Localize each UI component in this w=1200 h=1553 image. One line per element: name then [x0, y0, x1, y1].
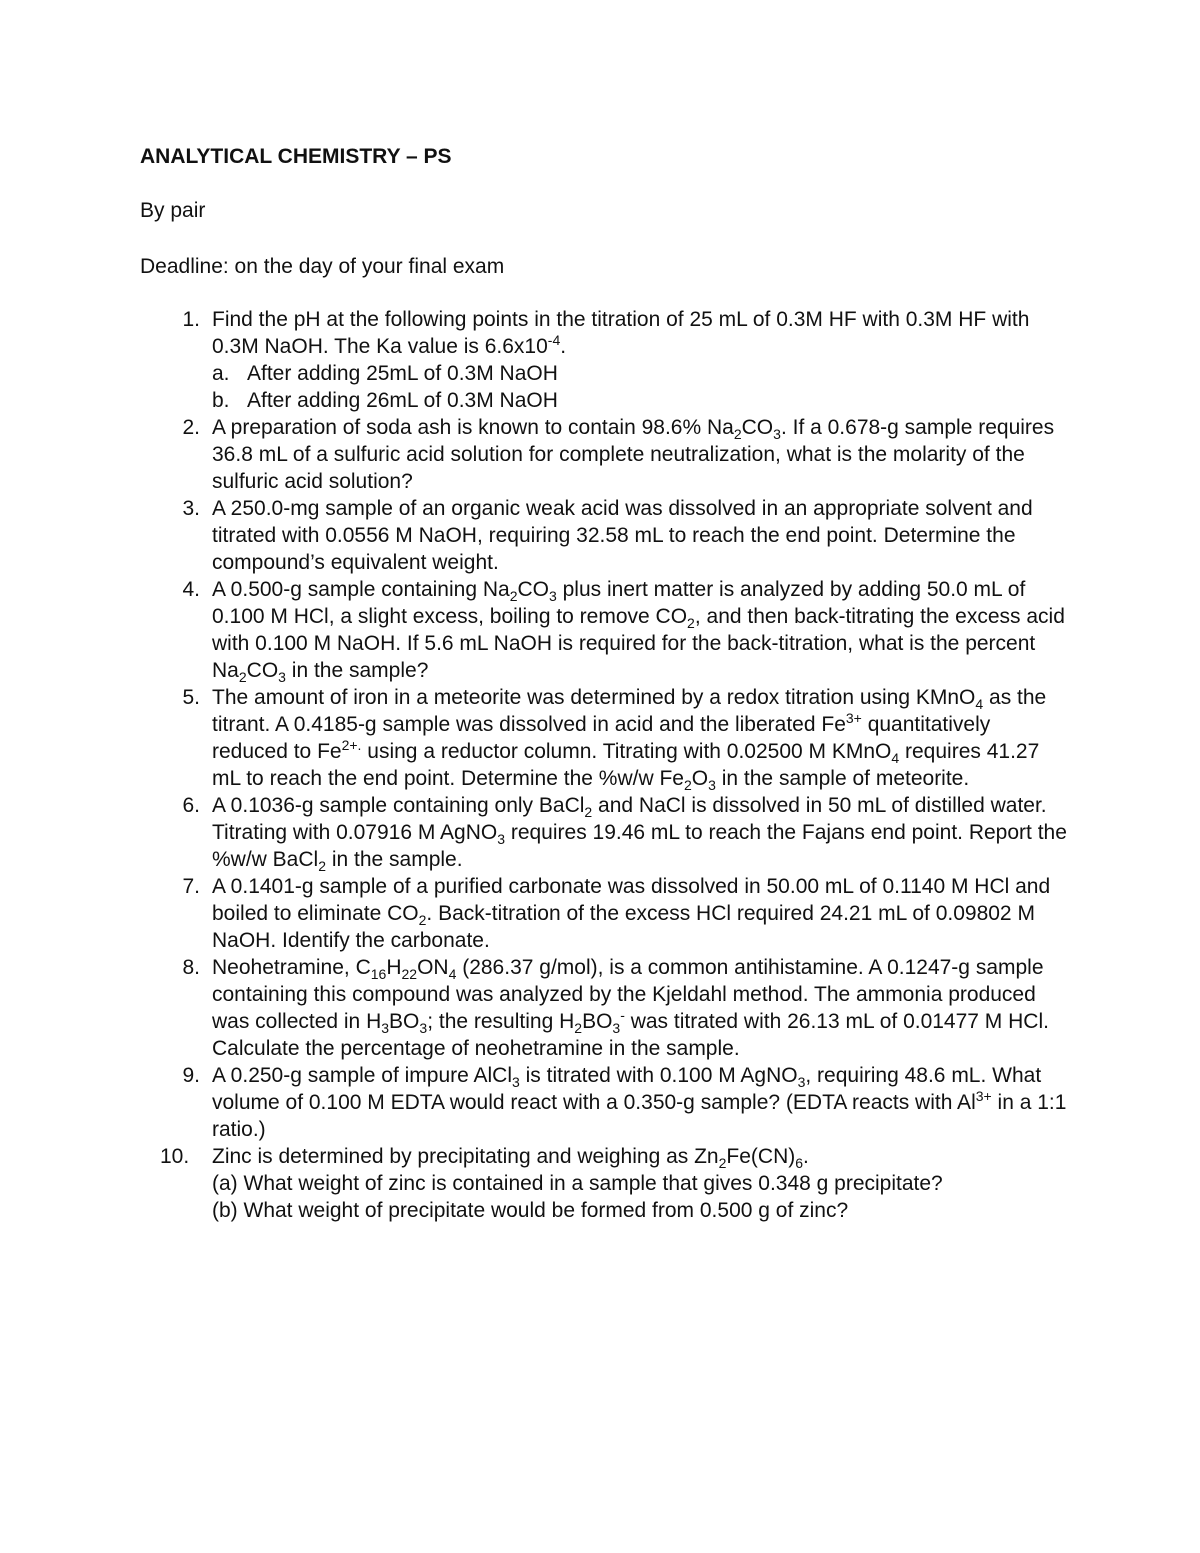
problem-text: A 0.250-g sample of impure AlCl$_3$ is titrated with 0.100 M AgNO$_3$, requiring 48.6 mL. What volume of 0.100 M EDTA would react with a 0.350-g sample? (EDTA reacts with $Al^{3+}$ in a 1:1 ratio.)	[212, 1064, 1067, 1141]
problem-text: A 250.0-mg sample of an organic weak acid was dissolved in an appropriate solvent and titrated with 0.0556 M NaOH, requiring 32.58 mL to reach the end point. Determine the compound’s equivalent weight.	[212, 497, 1033, 574]
problem-text: A preparation of soda ash is known to contain 98.6% $Na_2CO_3$. If a 0.678-g sample requires 36.8 mL of a sulfuric acid solution for complete neutralization, what is the molarity of the sulfuric acid solution?	[212, 416, 1055, 493]
problem-text: Neohetramine, $C_{16}H_{22}ON_4$ (286.37 g/mol), is a common antihistamine. A 0.1247-g sample containing this compound was analyzed by the Kjeldahl method. The ammonia produced was collected in $H_3BO_3$; the resulting $H_2BO_3^-$ was titrated with 26.13 mL of 0.01477 M HCl. Calculate the percentage of neohetramine in the sample.	[212, 956, 1049, 1060]
problem-number: 9.	[182, 1064, 200, 1087]
sub-question-text: After adding 25mL of 0.3M NaOH	[247, 362, 558, 385]
problem-8	[140, 954, 1070, 1062]
problem-3	[140, 495, 1070, 576]
sub-question-letter: b.	[212, 389, 230, 412]
problem-number: 10.	[160, 1145, 190, 1168]
problem-4	[140, 576, 1070, 684]
document-title: ANALYTICAL CHEMISTRY – PS	[140, 145, 452, 168]
problem-number: 7.	[182, 875, 200, 898]
problem-text: A 0.1036-g sample containing only BaCl$_2$ and NaCl is dissolved in 50 mL of distilled water. Titrating with 0.07916 M AgNO$_3$ requires 19.46 mL to reach the Fajans end point. Report the %w/w BaCl$_2$ in the sample.	[212, 794, 1067, 875]
problem-9	[140, 1062, 1070, 1143]
problem-6	[140, 792, 1070, 873]
problem-text: A 0.1401-g sample of a purified carbonate was dissolved in 50.00 mL of 0.1140 M HCl and boiled to eliminate $CO_2$. Back-titration of the excess HCl required 24.21 mL of 0.09802 M NaOH. Identify the carbonate.	[212, 875, 1051, 952]
problem-7	[140, 873, 1070, 954]
problem-text: Zinc is determined by precipitating and weighing as $Zn_2Fe(CN)_6$.	[212, 1145, 809, 1172]
problem-5	[140, 684, 1070, 792]
problem-10	[140, 1143, 1070, 1224]
problem-text: The amount of iron in a meteorite was determined by a redox titration using KMnO$_4$ as the titrant. A 0.4185-g sample was dissolved in acid and the liberated $Fe^{3+}$ quantitatively reduced to $Fe^{2+.}$ using a reductor column. Titrating with 0.02500 M KMnO$_4$ requires 41.27 mL to reach the end point. Determine the %w/w $Fe_2O_3$ in the sample of meteorite.	[212, 686, 1047, 794]
problem-1	[140, 306, 1070, 414]
sub-question-text: After adding 26mL of 0.3M NaOH	[247, 389, 558, 412]
problem-number: 8.	[182, 956, 200, 979]
problem-number: 1.	[182, 308, 200, 331]
sub-question-a: (a) What weight of zinc is contained in a sample that gives 0.348 g precipitate?	[212, 1172, 943, 1195]
sub-question-a	[212, 360, 1070, 387]
problem-number: 4.	[182, 578, 200, 601]
problem-text: Find the pH at the following points in the titration of 25 mL of 0.3M HF with 0.3M HF with 0.3M NaOH. The Ka value is $6.6x10^{-4}$.	[212, 308, 1030, 358]
problem-number: 6.	[182, 794, 200, 817]
sub-question-b: (b) What weight of precipitate would be formed from 0.500 g of zinc?	[212, 1199, 849, 1222]
problem-list	[140, 306, 1070, 1224]
problem-number: 5.	[182, 686, 200, 709]
problem-2	[140, 414, 1070, 495]
by-pair-note: By pair	[140, 199, 206, 222]
problem-number: 3.	[182, 497, 200, 520]
deadline-note: Deadline: on the day of your final exam	[140, 255, 505, 278]
sub-question-list	[212, 360, 1070, 414]
sub-question-b	[212, 387, 1070, 414]
sub-question-letter: a.	[212, 362, 230, 385]
problem-number: 2.	[182, 416, 200, 439]
problem-text: A 0.500-g sample containing $Na_2CO_3$ plus inert matter is analyzed by adding 50.0 mL of 0.100 M HCl, a slight excess, boiling to remove $CO_2$, and then back-titrating the excess acid with 0.100 M NaOH. If 5.6 mL NaOH is required for the back-titration, what is the percent $Na_2CO_3$ in the sample?	[212, 578, 1065, 686]
